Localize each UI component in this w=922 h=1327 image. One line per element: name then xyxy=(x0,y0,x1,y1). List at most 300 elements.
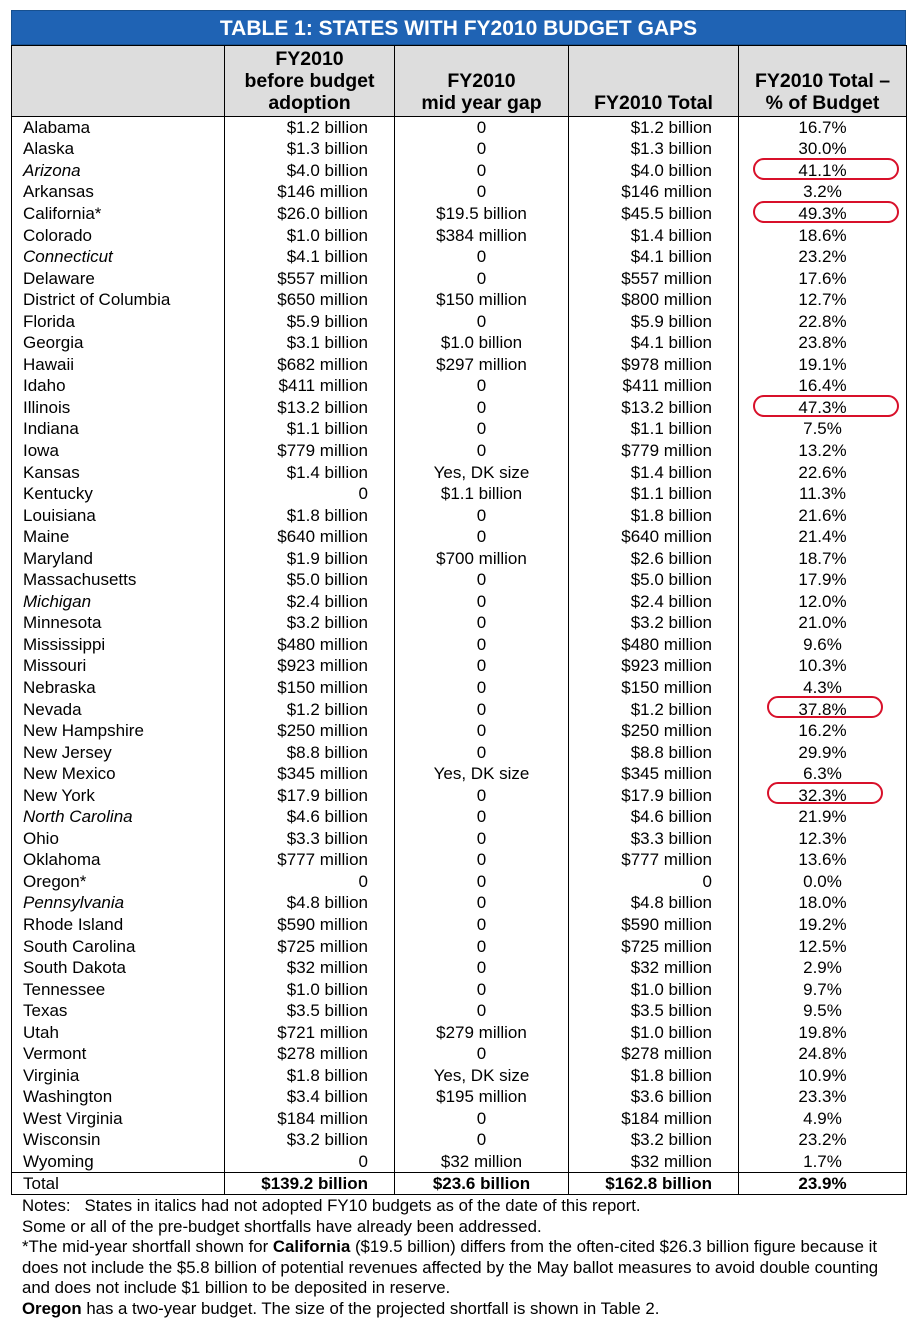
before-cell: $3.1 billion xyxy=(225,332,395,354)
mid-cell: $297 million xyxy=(395,354,569,376)
pct-cell xyxy=(739,1108,907,1130)
pct-value: 37.8% xyxy=(798,699,847,719)
pct-cell xyxy=(739,1000,907,1022)
state-cell: Nevada xyxy=(12,698,225,720)
mid-cell: 0 xyxy=(395,612,569,634)
total-cell: $923 million xyxy=(569,655,739,677)
state-cell: New Mexico xyxy=(12,763,225,785)
total-cell: $32 million xyxy=(569,1151,739,1173)
state-cell: Washington xyxy=(12,1086,225,1108)
mid-cell: 0 xyxy=(395,138,569,160)
before-cell: $4.8 billion xyxy=(225,892,395,914)
pct-cell xyxy=(739,806,907,828)
pct-value: 10.3% xyxy=(798,656,847,676)
before-cell: $146 million xyxy=(225,181,395,203)
total-cell: $1.0 billion xyxy=(569,978,739,1000)
mid-cell: $150 million xyxy=(395,289,569,311)
pct-value: 18.7% xyxy=(798,548,847,568)
state-cell: New Hampshire xyxy=(12,720,225,742)
state-cell: Mississippi xyxy=(12,634,225,656)
before-cell: $184 million xyxy=(225,1108,395,1130)
state-cell: Georgia xyxy=(12,332,225,354)
state-cell: Tennessee xyxy=(12,978,225,1000)
total-cell: $800 million xyxy=(569,289,739,311)
total-cell: $3.5 billion xyxy=(569,1000,739,1022)
state-cell: Ohio xyxy=(12,828,225,850)
total-cell: $2.6 billion xyxy=(569,547,739,569)
total-cell: $4.6 billion xyxy=(569,806,739,828)
pct-value: 29.9% xyxy=(798,742,847,762)
before-cell: 0 xyxy=(225,483,395,505)
state-cell: Kentucky xyxy=(12,483,225,505)
mid-cell: 0 xyxy=(395,117,569,139)
pct-cell xyxy=(739,483,907,505)
state-cell: Oregon* xyxy=(12,871,225,893)
table-row xyxy=(12,203,907,225)
before-cell: $278 million xyxy=(225,1043,395,1065)
table-row xyxy=(12,1151,907,1173)
before-cell: $1.2 billion xyxy=(225,117,395,139)
pct-value: 13.2% xyxy=(798,440,847,460)
total-cell: $5.0 billion xyxy=(569,569,739,591)
total-cell: $3.2 billion xyxy=(569,612,739,634)
total-cell: $3.3 billion xyxy=(569,828,739,850)
mid-cell: 0 xyxy=(395,569,569,591)
pct-cell xyxy=(739,267,907,289)
table-row xyxy=(12,892,907,914)
state-cell: Rhode Island xyxy=(12,914,225,936)
pct-value: 9.5% xyxy=(803,1001,842,1021)
table-row xyxy=(12,1108,907,1130)
mid-cell: 0 xyxy=(395,1043,569,1065)
state-cell: Virginia xyxy=(12,1065,225,1087)
before-cell: $17.9 billion xyxy=(225,784,395,806)
mid-cell: 0 xyxy=(395,741,569,763)
table-row xyxy=(12,267,907,289)
table-row xyxy=(12,828,907,850)
pct-value: 30.0% xyxy=(798,139,847,159)
mid-cell: 0 xyxy=(395,397,569,419)
total-cell: $590 million xyxy=(569,914,739,936)
total-cell: $8.8 billion xyxy=(569,741,739,763)
table-row xyxy=(12,526,907,548)
pct-value: 22.6% xyxy=(798,462,847,482)
mid-cell: 0 xyxy=(395,957,569,979)
mid-cell: Yes, DK size xyxy=(395,461,569,483)
table-row xyxy=(12,914,907,936)
pct-value: 9.6% xyxy=(803,634,842,654)
mid-cell: $19.5 billion xyxy=(395,203,569,225)
total-cell: $2.4 billion xyxy=(569,591,739,613)
before-cell: $26.0 billion xyxy=(225,203,395,225)
table-row xyxy=(12,224,907,246)
state-cell: Arkansas xyxy=(12,181,225,203)
total-cell: $1.4 billion xyxy=(569,224,739,246)
total-cell: $13.2 billion xyxy=(569,397,739,419)
pct-value: 0.0% xyxy=(803,871,842,891)
pct-value: 47.3% xyxy=(798,397,847,417)
mid-cell: 0 xyxy=(395,160,569,182)
before-cell: $923 million xyxy=(225,655,395,677)
before-cell: $777 million xyxy=(225,849,395,871)
header-total: FY2010 Total xyxy=(569,46,739,117)
state-cell: Maine xyxy=(12,526,225,548)
mid-cell: 0 xyxy=(395,978,569,1000)
mid-cell: 0 xyxy=(395,310,569,332)
pct-cell xyxy=(739,526,907,548)
before-cell: 0 xyxy=(225,871,395,893)
pct-cell xyxy=(739,418,907,440)
mid-cell: 0 xyxy=(395,655,569,677)
pct-cell xyxy=(739,1043,907,1065)
table-row xyxy=(12,677,907,699)
state-cell: California* xyxy=(12,203,225,225)
budget-table-container xyxy=(11,10,906,1195)
mid-cell: 0 xyxy=(395,849,569,871)
before-cell: $640 million xyxy=(225,526,395,548)
total-cell: $1.8 billion xyxy=(569,1065,739,1087)
pct-value: 3.2% xyxy=(803,182,842,202)
pct-value: 4.3% xyxy=(803,677,842,697)
before-cell: $721 million xyxy=(225,1021,395,1043)
before-cell: $1.0 billion xyxy=(225,224,395,246)
mid-cell: 0 xyxy=(395,935,569,957)
table-row xyxy=(12,354,907,376)
mid-cell: 0 xyxy=(395,504,569,526)
pct-value: 4.9% xyxy=(803,1108,842,1128)
total-total: $162.8 billion xyxy=(569,1172,739,1194)
table-row xyxy=(12,935,907,957)
pct-value: 16.4% xyxy=(798,376,847,396)
state-cell: Wyoming xyxy=(12,1151,225,1173)
pct-cell xyxy=(739,138,907,160)
pct-cell xyxy=(739,612,907,634)
total-mid: $23.6 billion xyxy=(395,1172,569,1194)
before-cell: $411 million xyxy=(225,375,395,397)
state-cell: South Carolina xyxy=(12,935,225,957)
pct-value: 1.7% xyxy=(803,1151,842,1171)
notes-line-1: Notes: States in italics had not adopted FY10 budgets as of the date of this report. xyxy=(22,1196,641,1215)
pct-value: 17.9% xyxy=(798,570,847,590)
state-cell: Colorado xyxy=(12,224,225,246)
mid-cell: Yes, DK size xyxy=(395,1065,569,1087)
table-title: TABLE 1: STATES WITH FY2010 BUDGET GAPS xyxy=(11,10,906,45)
pct-value: 41.1% xyxy=(798,160,847,180)
table-row xyxy=(12,1129,907,1151)
mid-cell: $1.1 billion xyxy=(395,483,569,505)
total-cell: $146 million xyxy=(569,181,739,203)
total-before: $139.2 billion xyxy=(225,1172,395,1194)
state-cell: Michigan xyxy=(12,591,225,613)
before-cell: $3.5 billion xyxy=(225,1000,395,1022)
mid-cell: 0 xyxy=(395,375,569,397)
before-cell: $4.0 billion xyxy=(225,160,395,182)
table-row xyxy=(12,698,907,720)
pct-cell xyxy=(739,957,907,979)
total-cell: $5.9 billion xyxy=(569,310,739,332)
pct-value: 49.3% xyxy=(798,203,847,223)
pct-cell xyxy=(739,461,907,483)
mid-cell: 0 xyxy=(395,591,569,613)
table-row xyxy=(12,117,907,139)
pct-cell xyxy=(739,1129,907,1151)
total-cell: $1.2 billion xyxy=(569,117,739,139)
pct-value: 12.7% xyxy=(798,290,847,310)
pct-cell xyxy=(739,720,907,742)
total-cell: $779 million xyxy=(569,440,739,462)
total-cell: $250 million xyxy=(569,720,739,742)
header-pct: FY2010 Total – % of Budget xyxy=(739,46,907,117)
pct-value: 16.7% xyxy=(798,118,847,138)
budget-gap-table xyxy=(11,45,907,1195)
notes-line-2: Some or all of the pre-budget shortfalls have already been addressed. xyxy=(22,1216,542,1236)
before-cell: $1.2 billion xyxy=(225,698,395,720)
before-cell: $4.6 billion xyxy=(225,806,395,828)
table-row xyxy=(12,784,907,806)
table-row xyxy=(12,741,907,763)
pct-value: 11.3% xyxy=(799,484,846,504)
total-cell: $4.1 billion xyxy=(569,332,739,354)
total-cell: $557 million xyxy=(569,267,739,289)
highlight-circle xyxy=(753,158,899,180)
header-before: FY2010 before budget adoption xyxy=(225,46,395,117)
notes-line-4: Oregon has a two-year budget. The size of the projected shortfall is shown in Table 2. xyxy=(22,1298,660,1318)
before-cell: $682 million xyxy=(225,354,395,376)
table-row xyxy=(12,634,907,656)
pct-value: 9.7% xyxy=(803,979,842,999)
table-row xyxy=(12,397,907,419)
table-row xyxy=(12,612,907,634)
table-row xyxy=(12,871,907,893)
pct-cell xyxy=(739,440,907,462)
pct-cell xyxy=(739,655,907,677)
total-cell: $1.1 billion xyxy=(569,483,739,505)
state-cell: Utah xyxy=(12,1021,225,1043)
pct-value: 21.6% xyxy=(798,505,847,525)
total-cell: $32 million xyxy=(569,957,739,979)
total-pct: 23.9% xyxy=(739,1172,907,1194)
before-cell: $5.9 billion xyxy=(225,310,395,332)
table-row xyxy=(12,1021,907,1043)
pct-cell xyxy=(739,375,907,397)
pct-cell xyxy=(739,246,907,268)
total-cell: $4.0 billion xyxy=(569,160,739,182)
pct-cell xyxy=(739,569,907,591)
pct-cell xyxy=(739,591,907,613)
mid-cell: 0 xyxy=(395,418,569,440)
total-cell: $4.8 billion xyxy=(569,892,739,914)
state-cell: Florida xyxy=(12,310,225,332)
state-cell: Connecticut xyxy=(12,246,225,268)
total-row xyxy=(12,1172,907,1194)
state-cell: Missouri xyxy=(12,655,225,677)
state-cell: District of Columbia xyxy=(12,289,225,311)
pct-value: 19.1% xyxy=(798,354,847,374)
pct-value: 16.2% xyxy=(798,721,847,741)
table-row xyxy=(12,246,907,268)
mid-cell: 0 xyxy=(395,677,569,699)
total-cell: $1.3 billion xyxy=(569,138,739,160)
total-cell: $777 million xyxy=(569,849,739,871)
pct-value: 17.6% xyxy=(798,268,847,288)
pct-value: 19.8% xyxy=(798,1022,847,1042)
total-cell: $725 million xyxy=(569,935,739,957)
pct-cell xyxy=(739,289,907,311)
state-cell: Alabama xyxy=(12,117,225,139)
mid-cell: 0 xyxy=(395,871,569,893)
state-cell: Nebraska xyxy=(12,677,225,699)
mid-cell: 0 xyxy=(395,1108,569,1130)
table-row xyxy=(12,160,907,182)
table-row xyxy=(12,289,907,311)
state-cell: Oklahoma xyxy=(12,849,225,871)
total-cell: $345 million xyxy=(569,763,739,785)
mid-cell: $1.0 billion xyxy=(395,332,569,354)
before-cell: $725 million xyxy=(225,935,395,957)
before-cell: $557 million xyxy=(225,267,395,289)
table-row xyxy=(12,440,907,462)
before-cell: $13.2 billion xyxy=(225,397,395,419)
before-cell: $1.1 billion xyxy=(225,418,395,440)
pct-value: 23.8% xyxy=(798,333,847,353)
table-row xyxy=(12,806,907,828)
before-cell: $1.8 billion xyxy=(225,1065,395,1087)
pct-cell xyxy=(739,397,907,419)
pct-cell xyxy=(739,763,907,785)
table-row xyxy=(12,310,907,332)
pct-value: 24.8% xyxy=(798,1044,847,1064)
before-cell: $150 million xyxy=(225,677,395,699)
mid-cell: 0 xyxy=(395,526,569,548)
pct-cell xyxy=(739,784,907,806)
state-cell: Indiana xyxy=(12,418,225,440)
pct-value: 13.6% xyxy=(798,850,847,870)
pct-value: 21.0% xyxy=(798,613,847,633)
mid-cell: $279 million xyxy=(395,1021,569,1043)
table-row xyxy=(12,591,907,613)
pct-value: 6.3% xyxy=(803,764,842,784)
state-cell: Louisiana xyxy=(12,504,225,526)
state-cell: Alaska xyxy=(12,138,225,160)
before-cell: $650 million xyxy=(225,289,395,311)
mid-cell: 0 xyxy=(395,828,569,850)
state-cell: Kansas xyxy=(12,461,225,483)
table-row xyxy=(12,504,907,526)
total-cell: $3.6 billion xyxy=(569,1086,739,1108)
total-cell: $4.1 billion xyxy=(569,246,739,268)
table-row xyxy=(12,720,907,742)
before-cell: $3.3 billion xyxy=(225,828,395,850)
highlight-circle xyxy=(767,782,883,804)
highlight-circle xyxy=(767,696,883,718)
mid-cell: 0 xyxy=(395,720,569,742)
state-cell: Vermont xyxy=(12,1043,225,1065)
pct-value: 19.2% xyxy=(798,915,847,934)
table-row xyxy=(12,978,907,1000)
table-row xyxy=(12,461,907,483)
total-label: Total xyxy=(12,1172,225,1194)
mid-cell: 0 xyxy=(395,914,569,936)
state-cell: Illinois xyxy=(12,397,225,419)
pct-value: 18.0% xyxy=(798,893,847,913)
total-cell: 0 xyxy=(569,871,739,893)
pct-cell xyxy=(739,871,907,893)
pct-cell xyxy=(739,504,907,526)
before-cell: $4.1 billion xyxy=(225,246,395,268)
pct-cell xyxy=(739,203,907,225)
pct-value: 12.5% xyxy=(798,936,847,956)
before-cell: $3.2 billion xyxy=(225,1129,395,1151)
pct-value: 18.6% xyxy=(798,225,847,245)
pct-value: 12.3% xyxy=(798,828,847,848)
pct-cell xyxy=(739,332,907,354)
before-cell: $250 million xyxy=(225,720,395,742)
mid-cell: 0 xyxy=(395,246,569,268)
pct-cell xyxy=(739,677,907,699)
pct-cell xyxy=(739,160,907,182)
table-row xyxy=(12,1000,907,1022)
mid-cell: 0 xyxy=(395,634,569,656)
state-cell: Wisconsin xyxy=(12,1129,225,1151)
table-row xyxy=(12,1065,907,1087)
before-cell: $1.3 billion xyxy=(225,138,395,160)
before-cell: $345 million xyxy=(225,763,395,785)
pct-cell xyxy=(739,1151,907,1173)
mid-cell: 0 xyxy=(395,181,569,203)
pct-value: 23.2% xyxy=(798,247,847,267)
state-cell: New York xyxy=(12,784,225,806)
pct-cell xyxy=(739,741,907,763)
state-cell: South Dakota xyxy=(12,957,225,979)
pct-cell xyxy=(739,1086,907,1108)
state-cell: Minnesota xyxy=(12,612,225,634)
state-cell: Hawaii xyxy=(12,354,225,376)
header-mid: FY2010 mid year gap xyxy=(395,46,569,117)
mid-cell: Yes, DK size xyxy=(395,763,569,785)
mid-cell: $32 million xyxy=(395,1151,569,1173)
pct-cell xyxy=(739,892,907,914)
before-cell: $1.8 billion xyxy=(225,504,395,526)
state-cell: New Jersey xyxy=(12,741,225,763)
total-cell: $640 million xyxy=(569,526,739,548)
pct-cell xyxy=(739,978,907,1000)
table-row xyxy=(12,418,907,440)
pct-value: 10.9% xyxy=(798,1065,847,1085)
notes-line-3: *The mid-year shortfall shown for California ($19.5 billion) differs from the often-cited $26.3 billion figure because it does not include the $5.8 billion of potential revenues affected by the May ballot measures to avoid double counting and does not include $1 billion to be deposited in reserve. xyxy=(22,1237,879,1298)
before-cell: $1.9 billion xyxy=(225,547,395,569)
mid-cell: 0 xyxy=(395,892,569,914)
pct-cell xyxy=(739,698,907,720)
highlight-circle xyxy=(753,201,899,223)
mid-cell: 0 xyxy=(395,1129,569,1151)
state-cell: West Virginia xyxy=(12,1108,225,1130)
pct-value: 21.9% xyxy=(798,807,847,827)
before-cell: 0 xyxy=(225,1151,395,1173)
mid-cell: 0 xyxy=(395,440,569,462)
before-cell: $779 million xyxy=(225,440,395,462)
state-cell: Delaware xyxy=(12,267,225,289)
mid-cell: 0 xyxy=(395,698,569,720)
state-cell: North Carolina xyxy=(12,806,225,828)
pct-cell xyxy=(739,224,907,246)
pct-cell xyxy=(739,914,907,936)
total-cell: $1.0 billion xyxy=(569,1021,739,1043)
mid-cell: $195 million xyxy=(395,1086,569,1108)
total-cell: $1.4 billion xyxy=(569,461,739,483)
table-row xyxy=(12,181,907,203)
state-cell: Maryland xyxy=(12,547,225,569)
state-cell: Arizona xyxy=(12,160,225,182)
